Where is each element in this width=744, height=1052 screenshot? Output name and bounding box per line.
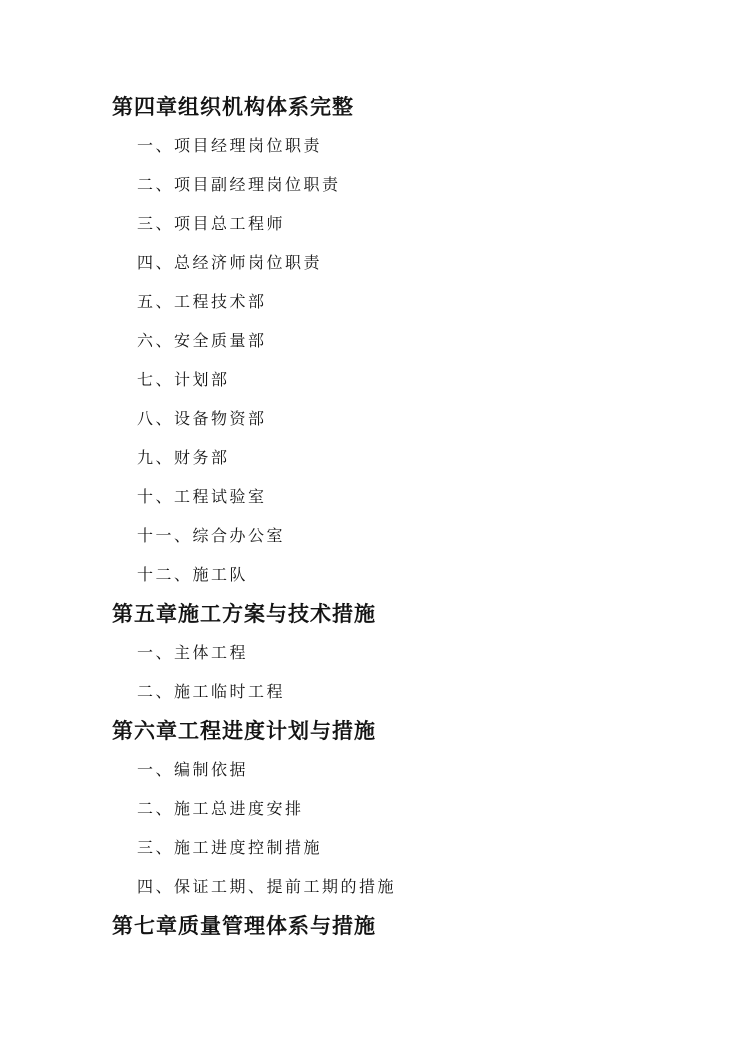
toc-item: 五、工程技术部 bbox=[137, 294, 267, 311]
chapter-heading: 第六章工程进度计划与措施 bbox=[112, 719, 376, 743]
toc-item: 一、主体工程 bbox=[137, 645, 249, 662]
toc-item: 八、设备物资部 bbox=[137, 411, 267, 428]
toc-item: 十、工程试验室 bbox=[137, 489, 267, 506]
toc-item: 二、施工临时工程 bbox=[137, 684, 286, 701]
toc-item: 二、项目副经理岗位职责 bbox=[137, 177, 341, 194]
chapter-heading: 第四章组织机构体系完整 bbox=[112, 95, 354, 119]
toc-item: 二、施工总进度安排 bbox=[137, 801, 304, 818]
toc-item: 七、计划部 bbox=[137, 372, 230, 389]
chapter-heading: 第七章质量管理体系与措施 bbox=[112, 914, 376, 938]
toc-item: 四、保证工期、提前工期的措施 bbox=[137, 879, 397, 896]
toc-item: 十二、施工队 bbox=[137, 567, 249, 584]
toc-item: 三、项目总工程师 bbox=[137, 216, 286, 233]
toc-item: 一、项目经理岗位职责 bbox=[137, 138, 323, 155]
toc-item: 三、施工进度控制措施 bbox=[137, 840, 323, 857]
chapter-heading: 第五章施工方案与技术措施 bbox=[112, 602, 376, 626]
toc-item: 十一、综合办公室 bbox=[137, 528, 286, 545]
toc-item: 四、总经济师岗位职责 bbox=[137, 255, 323, 272]
toc-item: 六、安全质量部 bbox=[137, 333, 267, 350]
toc-item: 九、财务部 bbox=[137, 450, 230, 467]
toc-item: 一、编制依据 bbox=[137, 762, 249, 779]
